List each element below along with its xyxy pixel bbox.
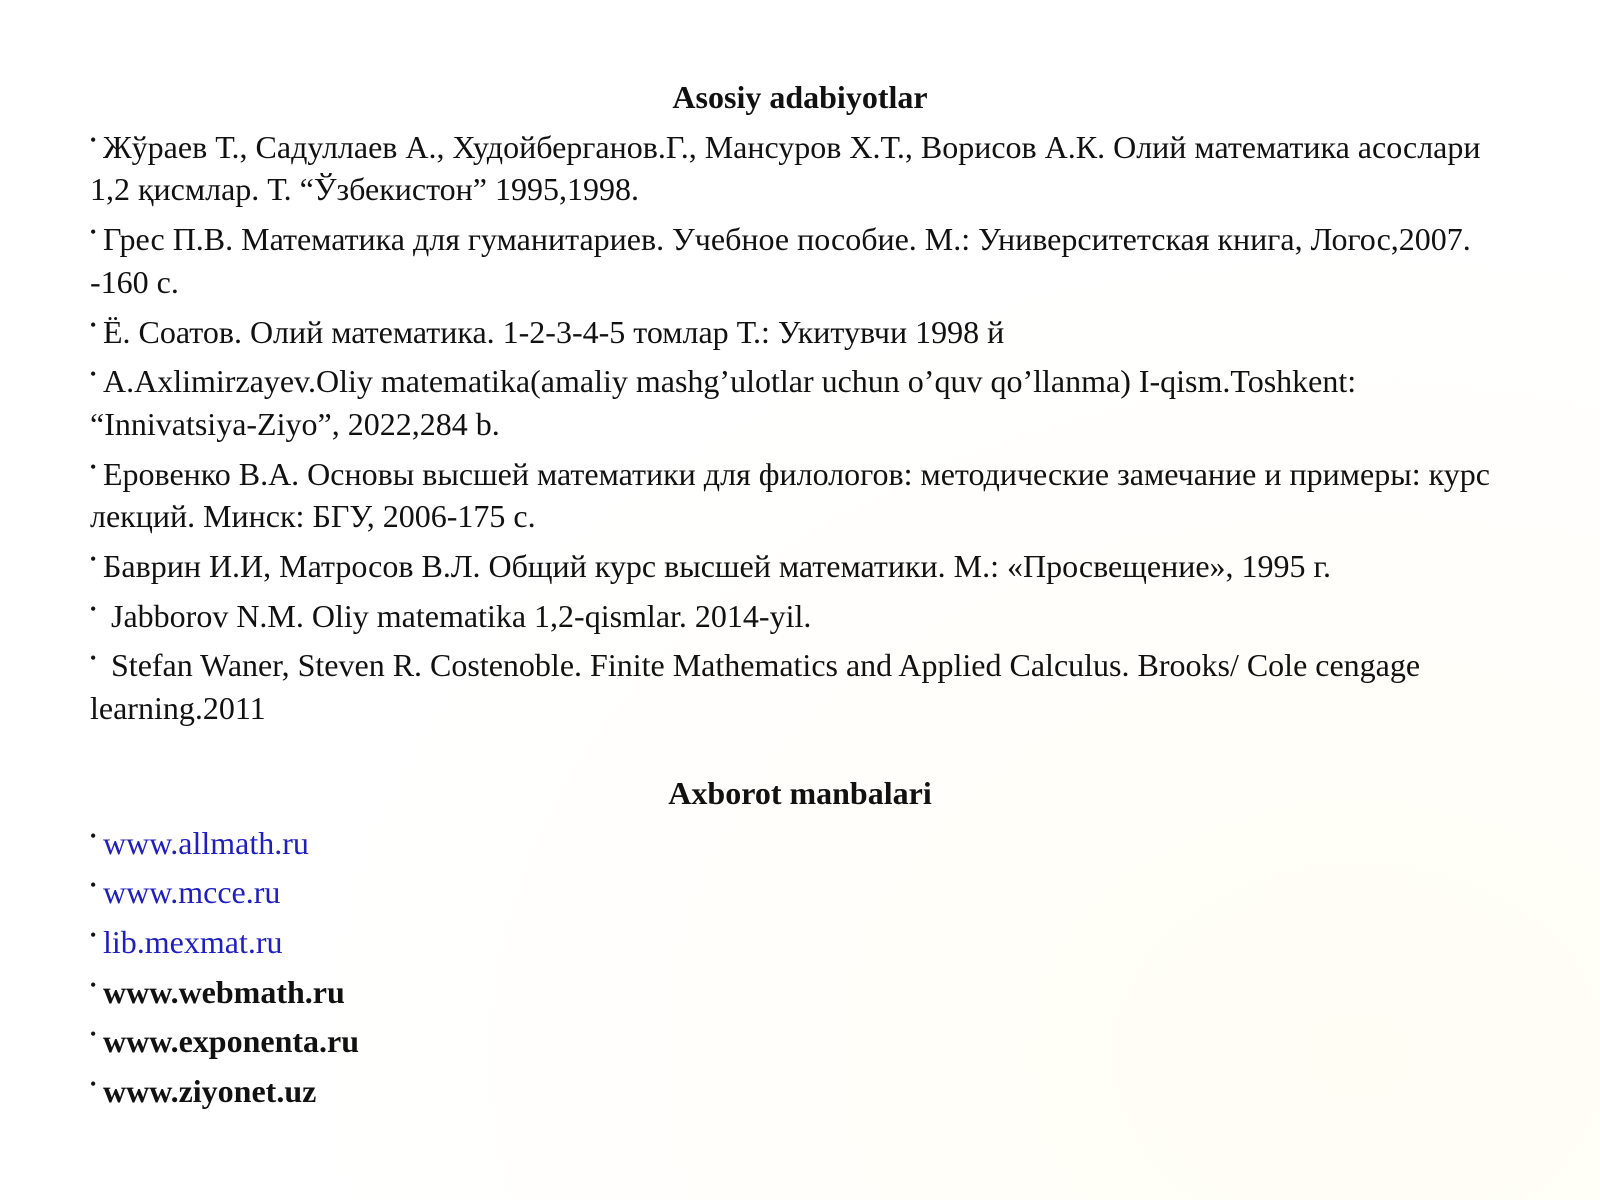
bullet-icon: • bbox=[90, 314, 97, 335]
bullet-icon: • bbox=[90, 129, 97, 150]
literature-item-text: Jabborov N.M. Oliy matematika 1,2-qismlar. 2014-yil. bbox=[103, 597, 812, 634]
source-item bbox=[90, 914, 1510, 964]
literature-item bbox=[90, 637, 1510, 729]
bullet-icon: • bbox=[90, 875, 97, 896]
literature-item bbox=[90, 353, 1510, 445]
literature-item bbox=[90, 119, 1510, 211]
bullet-icon: • bbox=[90, 598, 97, 619]
literature-item bbox=[90, 588, 1510, 638]
literature-item-text: Ё. Соатов. Олий математика. 1-2-3-4-5 томлар Т.: Укитувчи 1998 й bbox=[103, 313, 1005, 350]
literature-item bbox=[90, 211, 1510, 303]
source-item bbox=[90, 864, 1510, 914]
source-item bbox=[90, 964, 1510, 1014]
literature-item-text: Еровенко В.А. Основы высшей математики для филологов: методические замечание и примеры: курс лекций. Минск: БГУ, 2006-175 с. bbox=[90, 455, 1490, 535]
literature-item-text: Грес П.В. Математика для гуманитариев. Учебное пособие. М.: Университетская книга, Логос,2007. -160 с. bbox=[90, 221, 1471, 300]
source-item bbox=[90, 1013, 1510, 1063]
sources-list bbox=[90, 815, 1510, 1113]
source-item bbox=[90, 1063, 1510, 1113]
bullet-icon: • bbox=[90, 1074, 97, 1095]
bullet-icon: • bbox=[90, 1024, 97, 1045]
literature-item-text: Жўраев Т., Садуллаев А., Худойберганов.Г., Мансуров Х.Т., Ворисов А.К. Олий математика асослари 1,2 қисмлар. Т. “Ўзбекистон” 1995,1998. bbox=[90, 128, 1481, 208]
literature-item bbox=[90, 538, 1510, 588]
slide-content bbox=[90, 76, 1510, 1113]
source-item bbox=[90, 815, 1510, 865]
literature-item-text: Stefan Waner, Steven R. Costenoble. Finite Mathematics and Applied Calculus. Brooks/ Cole cengage learning.2011 bbox=[90, 647, 1429, 727]
literature-item-text: A.Axlimirzayev.Oliy matematika(amaliy mashg’ulotlar uchun o’quv qo’llanma) I-qism.Toshkent: “Innivatsiya-Ziyo”, 2022,284 b. bbox=[90, 363, 1357, 442]
source-link-mcce[interactable]: www.mcce.ru bbox=[103, 874, 281, 911]
bullet-icon: • bbox=[90, 364, 97, 385]
sources-heading: Axborot manbalari bbox=[668, 774, 932, 811]
source-text-ziyonet: www.ziyonet.uz bbox=[103, 1073, 317, 1110]
literature-list bbox=[90, 119, 1510, 730]
literature-item bbox=[90, 446, 1510, 538]
literature-item-text: Баврин И.И, Матросов В.Л. Общий курс высшей математики. М.: «Просвещение», 1995 г. bbox=[103, 548, 1332, 585]
bullet-icon: • bbox=[90, 456, 97, 477]
source-link-mexmat[interactable]: lib.mexmat.ru bbox=[103, 923, 283, 960]
source-text-webmath: www.webmath.ru bbox=[103, 973, 345, 1010]
bullet-icon: • bbox=[90, 648, 97, 669]
bullet-icon: • bbox=[90, 825, 97, 846]
bullet-icon: • bbox=[90, 549, 97, 570]
literature-heading: Asosiy adabiyotlar bbox=[672, 79, 928, 115]
bullet-icon: • bbox=[90, 222, 97, 243]
bullet-icon: • bbox=[90, 974, 97, 995]
bullet-icon: • bbox=[90, 924, 97, 945]
source-text-exponenta: www.exponenta.ru bbox=[103, 1023, 360, 1060]
literature-item bbox=[90, 304, 1510, 354]
source-link-allmath[interactable]: www.allmath.ru bbox=[103, 824, 309, 861]
